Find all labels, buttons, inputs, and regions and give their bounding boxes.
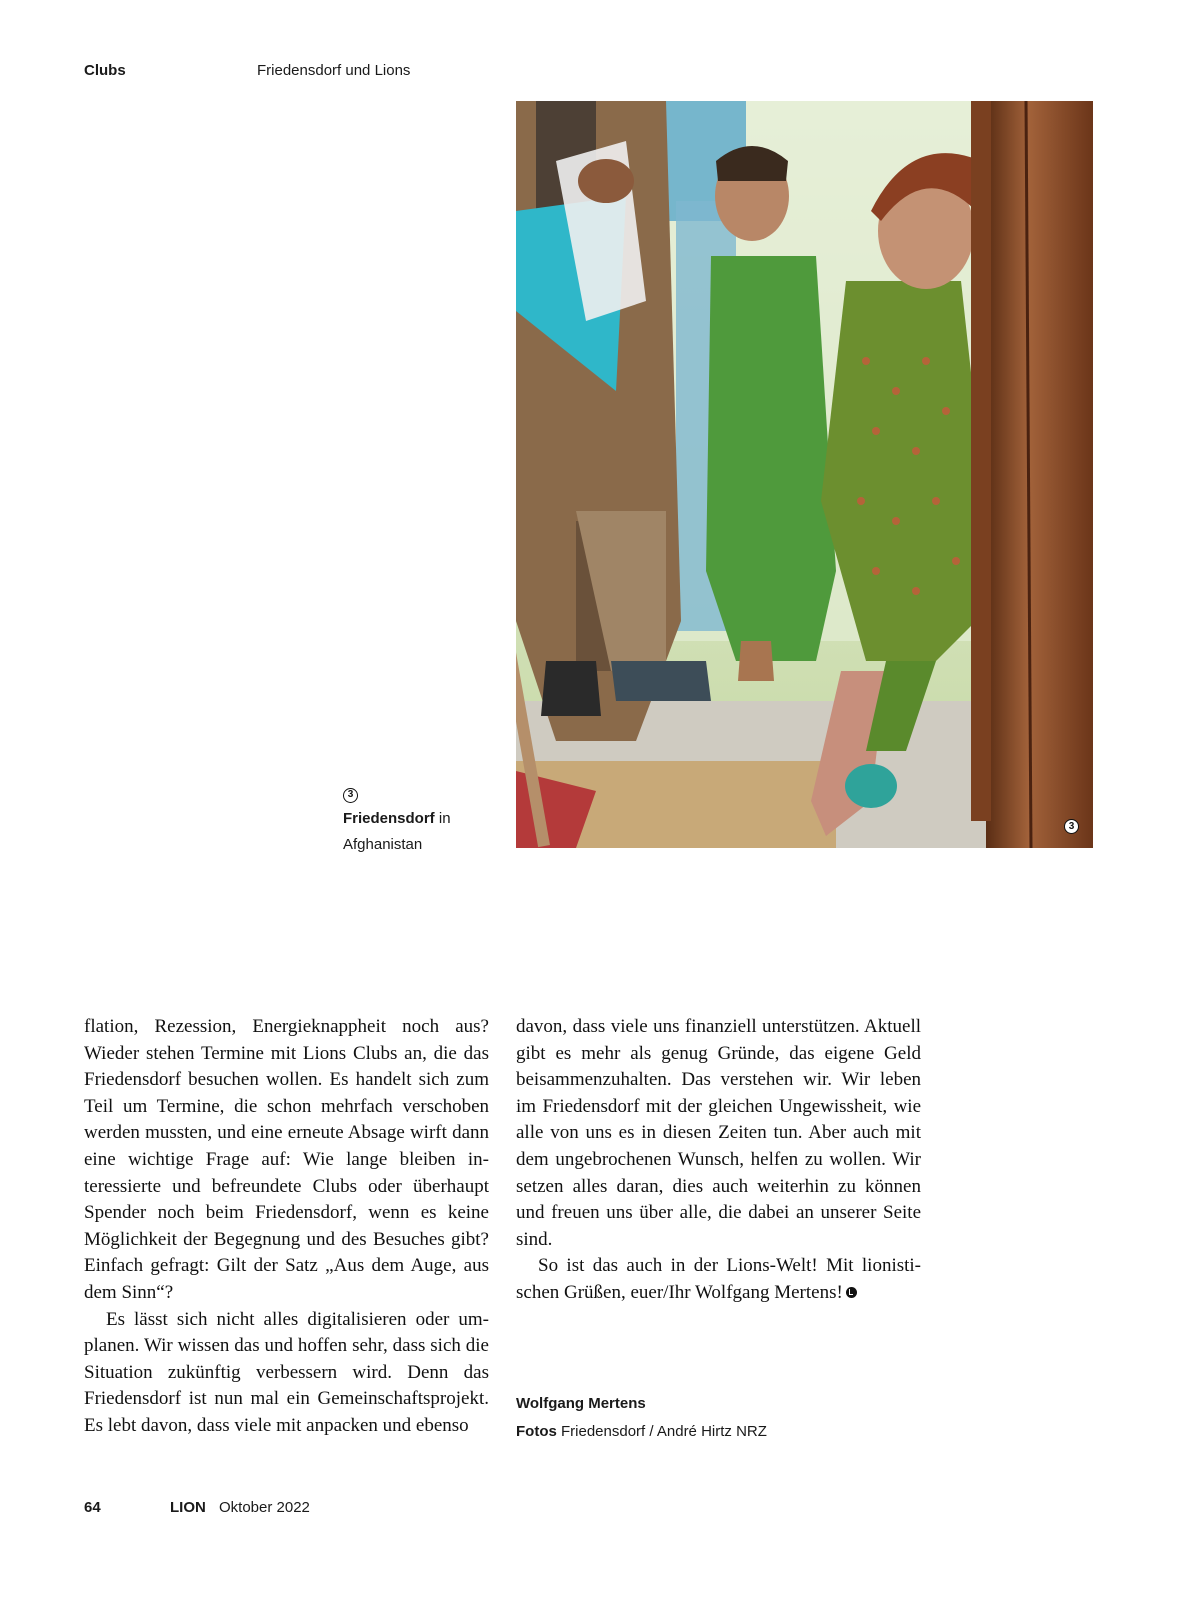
article-column-left bbox=[84, 1014, 489, 1440]
article-column-right bbox=[516, 1014, 921, 1307]
magazine-issue: Oktober 2022 bbox=[219, 1499, 310, 1516]
photo-illustration bbox=[516, 101, 1093, 848]
page-number: 64 bbox=[84, 1499, 101, 1516]
photo-credit bbox=[516, 1418, 767, 1446]
caption-text: in Afghanistan bbox=[343, 810, 451, 853]
closing-paragraph bbox=[516, 1253, 921, 1306]
paragraph: flation, Rezession, Energieknappheit noch aus? Wieder stehen Termine mit Lions Clubs an, die das Friedensdorf besuchen wollen. Es handelt sich zum Teil um Termine, die schon mehrfach verschoben werden mussten, und eine erneute Absage wirft dann eine wichtige Frage auf: Wie lange bleiben interessierte und befreundete Clubs oder überhaupt Spender noch beim Friedensdorf, wenn es keine Möglichkeit der Begegnung und des Besuches gibt? Einfach gefragt: Gilt der Satz „Aus dem Auge, aus dem Sinn“? bbox=[84, 1016, 489, 1303]
paragraph: Es lässt sich nicht alles digitalisieren oder umplanen. Wir wissen das und hoffen sehr, dass sich die Situation zukünftig verbessern wird. Denn das Friedensdorf ist nun mal ein Gemeinschaftsprojekt. Es lebt davon, dass viele mit anpacken und ebenso bbox=[84, 1308, 489, 1436]
caption-bold-text: Friedensdorf bbox=[343, 810, 435, 827]
photo-number-badge: 3 bbox=[1064, 819, 1079, 834]
green-suit-figure bbox=[706, 256, 836, 661]
paragraph: davon, dass viele uns finanziell unterstützen. Aktuell gibt es mehr als genug Gründe, das eigene Geld beisammenzuhalten. Das verstehen wir. Wir leben im Friedensdorf mit der gleichen Ungewissheit, wie alle von uns es in diesen Zeiten tun. Aber auch mit dem ungebrochenen Wunsch, helfen zu wollen. Wir setzen alles daran, dies auch weiterhin zu können und freuen uns über alle, die dabei an unserer Seite sind. bbox=[516, 1016, 921, 1250]
author-name: Wolfgang Mertens bbox=[516, 1395, 646, 1412]
lion-end-mark-icon bbox=[846, 1287, 857, 1298]
page-footer bbox=[84, 1499, 310, 1516]
article-credits bbox=[516, 1390, 767, 1446]
caption-number-badge: 3 bbox=[343, 788, 358, 803]
photo-credit-value: Friedensdorf / André Hirtz NRZ bbox=[556, 1423, 767, 1440]
closing-text: So ist das auch in der Lions-Welt! Mit lionistischen Grüßen, euer/Ihr Wolfgang Mertens! bbox=[516, 1255, 921, 1303]
article-photo bbox=[516, 101, 1093, 848]
magazine-brand: LION bbox=[170, 1499, 206, 1516]
section-label: Clubs bbox=[84, 62, 126, 79]
photo-credit-label: Fotos bbox=[516, 1423, 557, 1440]
topic-label: Friedensdorf und Lions bbox=[257, 62, 411, 79]
door-frame bbox=[986, 101, 1093, 848]
photo-caption bbox=[343, 780, 493, 858]
